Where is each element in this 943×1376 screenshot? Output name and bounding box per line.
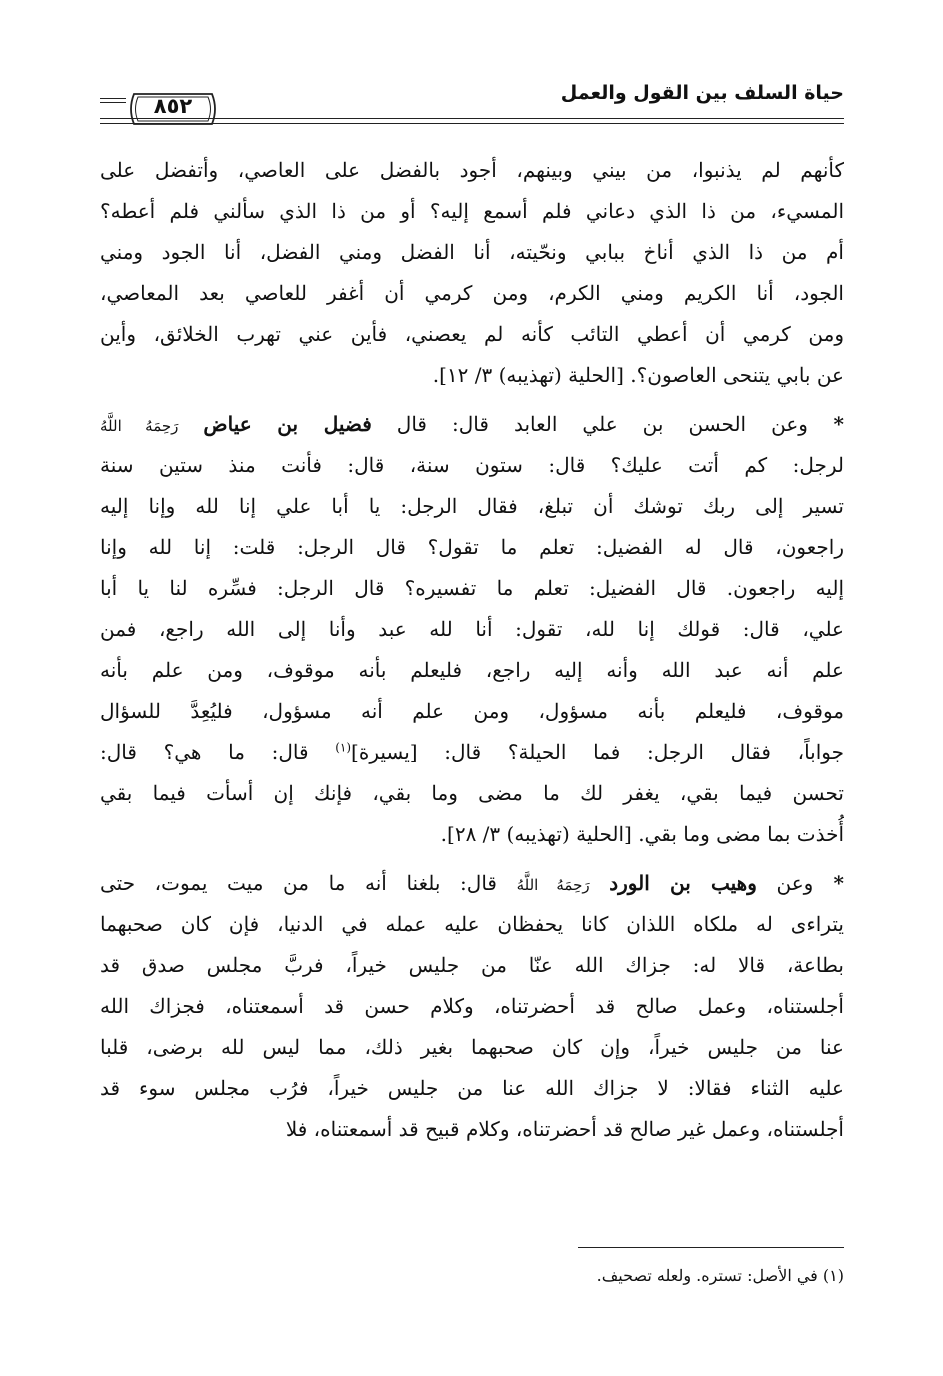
- running-header-title: حياة السلف بين القول والعمل: [560, 82, 844, 104]
- bullet-star: *: [807, 412, 844, 436]
- text-segment: وعن الحسن بن علي العابد قال: قال: [371, 412, 808, 436]
- running-header: [100, 68, 844, 128]
- text-segment: إليه راجعون. قال الفضيل: تعلم ما تفسيره؟ قال الرجل: فسِّره لنا يا أبا: [100, 576, 844, 600]
- text-line: [100, 314, 844, 355]
- text-line: [100, 527, 844, 568]
- footnote-separator: [578, 1247, 844, 1248]
- text-segment: لرجل: كم أتت عليك؟ قال: ستون سنة، قال: فأنت منذ ستين سنة: [100, 453, 844, 477]
- footnote: (١) في الأصل: تستره. ولعله تصحيف.: [596, 1266, 844, 1285]
- text-segment: تحسن فيما بقي، يغفر لك ما مضى وما بقي، فإنك إن أسأت فيما بقي: [100, 781, 844, 805]
- text-line: [100, 609, 844, 650]
- header-rule-lower: [100, 123, 844, 124]
- text-segment: عن بابي يتنحى العاصون؟. [الحلية (تهذيبه) ٣/ ١٢].: [432, 363, 844, 387]
- header-rule-upper: [100, 118, 844, 119]
- text-line: [100, 486, 844, 527]
- text-line: [100, 773, 844, 814]
- text-segment: راجعون، قال له الفضيل: تعلم ما تقول؟ قال الرجل: قلت: إنا لله وإنا: [100, 535, 844, 559]
- text-line: [100, 445, 844, 486]
- text-segment: أم من ذا الذي أناخ ببابي ونحّيته، أنا الفضل ومني الفضل، أنا الجود ومني: [100, 240, 844, 264]
- text-line: [100, 150, 844, 191]
- text-line: [100, 273, 844, 314]
- text-line: [100, 691, 844, 732]
- paragraph: [100, 404, 844, 855]
- text-segment: أجلستناه، وعمل غير صالح قد أحضرتناه، وكلام قبيح قد أسمعتناه، فلا: [285, 1117, 844, 1141]
- text-segment: عنا من جليس خيراً، وإن كان صحبهما بغير ذلك، مما ليس لله برضى، قلبا: [100, 1035, 844, 1059]
- text-line: [100, 1109, 844, 1150]
- text-segment: عليه الثناء فقالا: لا جزاك الله عنا من جليس خيراً، فرُب مجلس سوء قد: [100, 1076, 844, 1100]
- text-segment: بطاعة، قالا له: جزاك الله عنّا من جليس خيراً، فربَّ مجلس صدق قد: [100, 953, 844, 977]
- text-segment: كأنهم لم يذنبوا، من بيني وبينهم، أجود بالفضل على العاصي، وأتفضل على: [100, 158, 844, 182]
- text-line: [100, 986, 844, 1027]
- header-ornament-lines: [100, 98, 126, 106]
- text-line: [100, 945, 844, 986]
- body-text: [100, 150, 844, 1158]
- text-line: [100, 732, 844, 773]
- text-line: [100, 650, 844, 691]
- text-line: [100, 1027, 844, 1068]
- text-segment: جواباً، فقال الرجل: فما الحيلة؟ قال: [يسيرة]: [351, 740, 844, 764]
- person-name: وهيب بن الورد: [609, 871, 757, 895]
- text-line: [100, 904, 844, 945]
- text-segment: المسيء، من ذا الذي دعاني فلم أسمع إليه؟ أو من ذا الذي سألني فلم أعطه؟: [100, 199, 844, 223]
- paragraph: [100, 863, 844, 1150]
- text-line: [100, 191, 844, 232]
- bullet-star: *: [813, 871, 844, 895]
- text-line: [100, 355, 844, 396]
- honorific: رَحِمَهُ اللَّهُ: [516, 876, 590, 894]
- text-segment: أجلستناه، وعمل صالح قد أحضرتناه، وكلام حسن قد أسمعتناه، فجزاك الله: [100, 994, 844, 1018]
- text-segment: وعن: [756, 871, 814, 895]
- text-segment: تسير إلى ربك توشك أن تبلغ، فقال الرجل: يا أبا علي إنا لله وإنا إليه: [100, 494, 844, 518]
- text-segment: ومن كرمي أن أعطي التائب كأنه لم يعصني، فأين عني تهرب الخلائق، وأين: [100, 322, 844, 346]
- honorific: رَحِمَهُ اللَّهُ: [100, 417, 179, 435]
- text-segment: أُخذت بما مضى وما بقي. [الحلية (تهذيبه) ٣/ ٢٨].: [440, 822, 844, 846]
- text-segment: يتراءى له ملكاه اللذان كانا يحفظان عليه عمله في الدنيا، فإن كان صحبهما: [100, 912, 844, 936]
- paragraph: [100, 150, 844, 396]
- text-segment: الجود، أنا الكريم ومني الكرم، ومن كرمي أن أغفر للعاصي بعد المعاصي،: [100, 281, 844, 305]
- text-segment: قال: بلغنا أنه ما من ميت يموت، حتى: [100, 871, 517, 895]
- text-line: [100, 863, 844, 904]
- person-name: فضيل بن عياض: [203, 412, 372, 436]
- text-segment: علي، قال: قولك إنا لله، تقول: أنا لله عبد وأنا إلى الله راجع، فمن: [100, 617, 844, 641]
- text-segment: موقوف، فليعلم بأنه مسؤول، ومن علم أنه مسؤول، فليُعِدَّ للسؤال: [100, 699, 844, 723]
- text-line: [100, 1068, 844, 1109]
- text-line: [100, 232, 844, 273]
- text-segment: [590, 871, 610, 895]
- text-segment: [178, 412, 203, 436]
- text-segment: علم أنه عبد الله وأنه إليه راجع، فليعلم بأنه موقوف، ومن علم بأنه: [100, 658, 844, 682]
- text-line: [100, 814, 844, 855]
- page-number: ٨٥٢: [153, 94, 193, 118]
- text-line: [100, 404, 844, 445]
- text-line: [100, 568, 844, 609]
- text-segment: قال: ما هي؟ قال:: [100, 740, 336, 764]
- footnote-marker: (١): [335, 740, 352, 755]
